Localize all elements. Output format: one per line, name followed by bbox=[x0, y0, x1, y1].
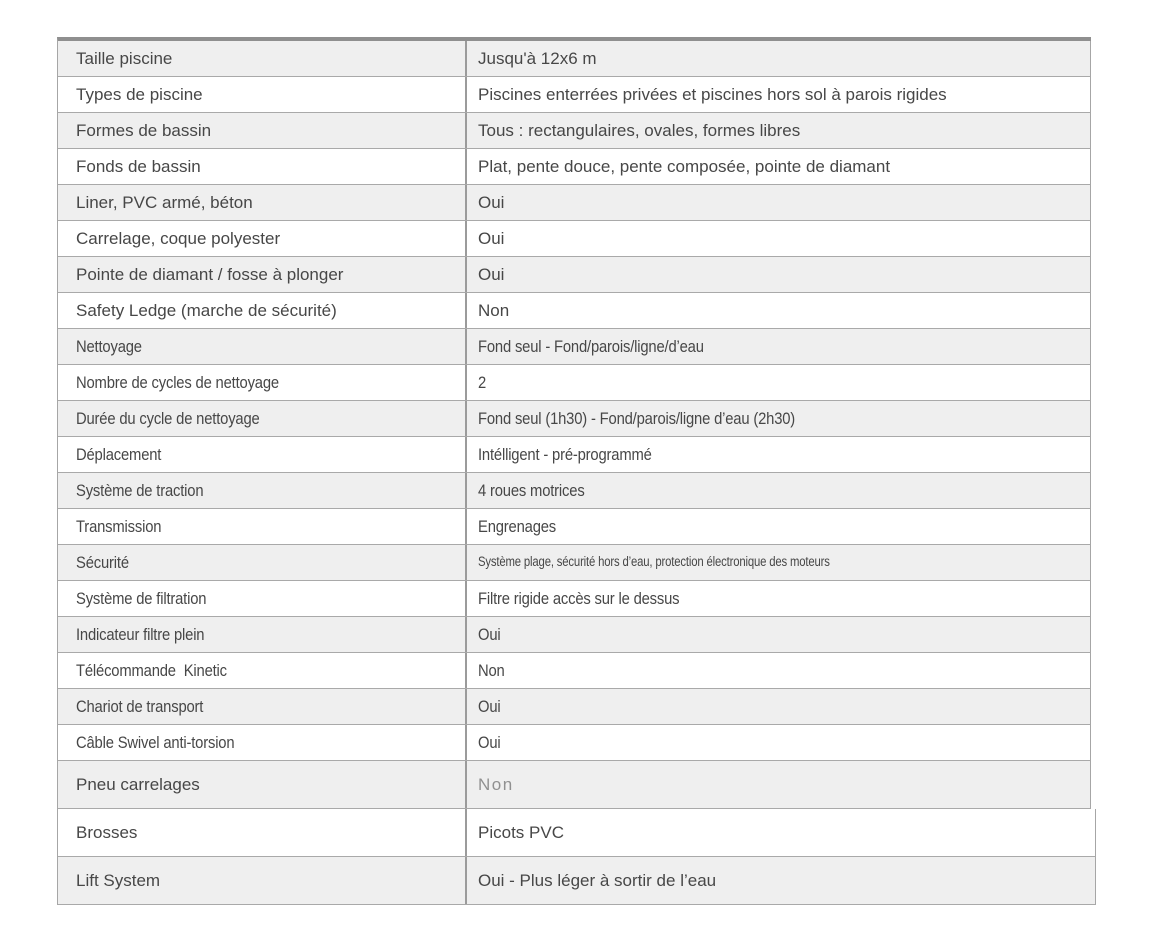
spec-label-text: Système de filtration bbox=[76, 588, 207, 608]
spec-value bbox=[467, 581, 1090, 616]
spec-label bbox=[58, 809, 467, 856]
spec-value bbox=[467, 77, 1090, 112]
spec-label-text: Câble Swivel anti-torsion bbox=[76, 732, 235, 752]
spec-value bbox=[467, 257, 1090, 292]
table-row bbox=[58, 401, 1091, 437]
table-row bbox=[58, 857, 1096, 905]
spec-value bbox=[467, 221, 1090, 256]
spec-value-text: Piscines enterrées privées et piscines hors sol à parois rigides bbox=[478, 84, 947, 104]
spec-value bbox=[467, 809, 1095, 856]
table-row bbox=[58, 149, 1091, 185]
table-row bbox=[58, 185, 1091, 221]
table-row bbox=[58, 77, 1091, 113]
spec-value-text: Non bbox=[478, 660, 505, 680]
spec-value-text: Oui bbox=[478, 264, 505, 284]
spec-value bbox=[467, 437, 1090, 472]
spec-label-text: Fonds de bassin bbox=[76, 156, 201, 176]
spec-value-text: Oui bbox=[478, 624, 501, 644]
spec-label bbox=[58, 725, 467, 760]
table-row bbox=[58, 761, 1091, 809]
spec-value bbox=[467, 365, 1090, 400]
spec-value-text: Plat, pente douce, pente composée, pointe de diamant bbox=[478, 156, 891, 176]
spec-value bbox=[467, 41, 1090, 76]
spec-value bbox=[467, 545, 1090, 580]
spec-value-text: 4 roues motrices bbox=[478, 480, 585, 500]
spec-label-text: Formes de bassin bbox=[76, 120, 212, 140]
spec-value-text: Picots PVC bbox=[478, 822, 564, 842]
spec-label bbox=[58, 545, 467, 580]
spec-label-text: Durée du cycle de nettoyage bbox=[76, 408, 260, 428]
spec-value-text: Intélligent - pré-programmé bbox=[478, 444, 652, 464]
spec-value bbox=[467, 185, 1090, 220]
spec-value-text: Oui bbox=[478, 732, 501, 752]
spec-label-text: Télécommande Kinetic bbox=[76, 660, 227, 680]
spec-label bbox=[58, 113, 467, 148]
spec-label bbox=[58, 857, 467, 904]
table-row bbox=[58, 365, 1091, 401]
spec-label-text: Nombre de cycles de nettoyage bbox=[76, 372, 279, 392]
spec-label bbox=[58, 653, 467, 688]
spec-value-text: Non bbox=[478, 774, 514, 794]
spec-value bbox=[467, 149, 1090, 184]
spec-value-text: Oui bbox=[478, 192, 505, 212]
spec-label-text: Pneu carrelages bbox=[76, 774, 200, 794]
spec-label bbox=[58, 401, 467, 436]
spec-label-text: Indicateur filtre plein bbox=[76, 624, 205, 644]
spec-label bbox=[58, 437, 467, 472]
spec-label bbox=[58, 41, 467, 76]
table-row bbox=[58, 725, 1091, 761]
spec-value bbox=[467, 113, 1090, 148]
spec-label bbox=[58, 77, 467, 112]
spec-value bbox=[467, 401, 1090, 436]
spec-value-text: Fond seul (1h30) - Fond/parois/ligne d’eau (2h30) bbox=[478, 408, 796, 428]
table-row bbox=[58, 689, 1091, 725]
spec-label bbox=[58, 149, 467, 184]
spec-value bbox=[467, 473, 1090, 508]
spec-label-text: Sécurité bbox=[76, 552, 129, 572]
spec-label-text: Nettoyage bbox=[76, 336, 142, 356]
spec-label-text: Safety Ledge (marche de sécurité) bbox=[76, 300, 337, 320]
spec-value bbox=[467, 857, 1095, 904]
table-row bbox=[58, 617, 1091, 653]
spec-value-text: Jusqu'à 12x6 m bbox=[478, 48, 597, 68]
spec-label bbox=[58, 221, 467, 256]
table-row bbox=[58, 437, 1091, 473]
spec-label-text: Carrelage, coque polyester bbox=[76, 228, 281, 248]
spec-value bbox=[467, 509, 1090, 544]
spec-value bbox=[467, 653, 1090, 688]
spec-label-text: Transmission bbox=[76, 516, 162, 536]
spec-label bbox=[58, 365, 467, 400]
spec-label bbox=[58, 689, 467, 724]
spec-value-text: 2 bbox=[478, 372, 487, 392]
spec-label bbox=[58, 185, 467, 220]
spec-value bbox=[467, 761, 1090, 808]
spec-label-text: Taille piscine bbox=[76, 48, 173, 68]
spec-label bbox=[58, 473, 467, 508]
spec-label bbox=[58, 293, 467, 328]
spec-label bbox=[58, 761, 467, 808]
spec-label bbox=[58, 329, 467, 364]
table-row bbox=[58, 329, 1091, 365]
spec-value-text: Non bbox=[478, 300, 510, 320]
spec-value bbox=[467, 689, 1090, 724]
spec-value bbox=[467, 617, 1090, 652]
spec-label-text: Système de traction bbox=[76, 480, 204, 500]
spec-value bbox=[467, 293, 1090, 328]
table-row bbox=[58, 221, 1091, 257]
spec-value-text: Oui - Plus léger à sortir de l’eau bbox=[478, 870, 717, 890]
spec-value-text: Filtre rigide accès sur le dessus bbox=[478, 588, 680, 608]
spec-label-text: Chariot de transport bbox=[76, 696, 204, 716]
table-row bbox=[58, 509, 1091, 545]
table-row bbox=[58, 257, 1091, 293]
spec-label bbox=[58, 257, 467, 292]
spec-value-text: Oui bbox=[478, 696, 501, 716]
spec-value bbox=[467, 329, 1090, 364]
table-row bbox=[58, 113, 1091, 149]
spec-label bbox=[58, 617, 467, 652]
spec-label-text: Lift System bbox=[76, 870, 161, 890]
spec-label bbox=[58, 581, 467, 616]
spec-value-text: Tous : rectangulaires, ovales, formes libres bbox=[478, 120, 801, 140]
spec-value-text: Oui bbox=[478, 228, 505, 248]
spec-label-text: Pointe de diamant / fosse à plonger bbox=[76, 264, 344, 284]
spec-value-text: Système plage, sécurité hors d’eau, protection électronique des moteurs bbox=[478, 554, 830, 570]
table-row bbox=[58, 293, 1091, 329]
table-row bbox=[58, 41, 1091, 77]
pool-spec-table bbox=[57, 37, 1091, 905]
spec-value bbox=[467, 725, 1090, 760]
table-row bbox=[58, 653, 1091, 689]
spec-value-text: Engrenages bbox=[478, 516, 557, 536]
table-row bbox=[58, 473, 1091, 509]
table-row bbox=[58, 581, 1091, 617]
spec-value-text: Fond seul - Fond/parois/ligne/d’eau bbox=[478, 336, 704, 356]
table-row bbox=[58, 545, 1091, 581]
spec-label-text: Liner, PVC armé, béton bbox=[76, 192, 253, 212]
table-row bbox=[58, 809, 1096, 857]
spec-label-text: Types de piscine bbox=[76, 84, 203, 104]
spec-label-text: Déplacement bbox=[76, 444, 162, 464]
spec-label-text: Brosses bbox=[76, 822, 138, 842]
spec-label bbox=[58, 509, 467, 544]
